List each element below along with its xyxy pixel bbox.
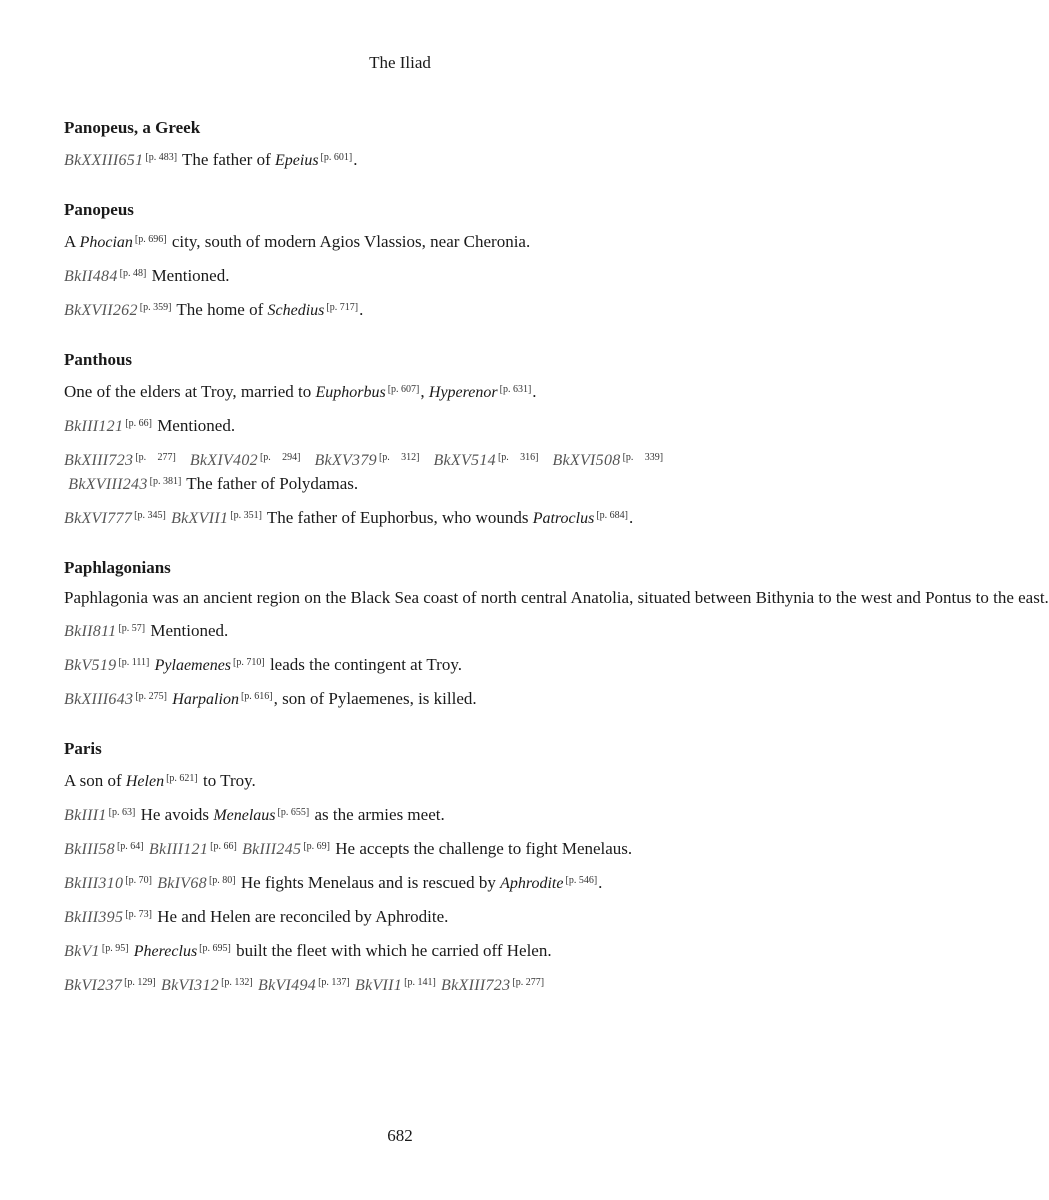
- page-reference-link[interactable]: [p. 141]: [404, 977, 436, 988]
- page-reference-link[interactable]: [p. 710]: [233, 657, 265, 668]
- entry-paragraph: [64, 587, 1049, 608]
- glossary-content: [64, 118, 1049, 1025]
- entry-paragraph: [64, 379, 664, 403]
- page-reference-link[interactable]: [p. 345]: [134, 510, 166, 521]
- entry-title: Panopeus: [64, 200, 134, 219]
- page-reference-link[interactable]: [p. 546]: [565, 875, 598, 886]
- page-reference-link[interactable]: [p. 655]: [277, 807, 310, 818]
- book-reference-link[interactable]: BkXVII1: [171, 510, 229, 527]
- glossary-name-link[interactable]: Epeius: [275, 152, 319, 169]
- book-reference-link[interactable]: BkIII121: [148, 841, 209, 858]
- entry-text: Mentioned.: [147, 266, 230, 285]
- page-reference-link[interactable]: [p. 684]: [596, 510, 628, 521]
- entry-text: .: [532, 382, 537, 401]
- entry-paragraph: [64, 263, 664, 287]
- entry-text: He accepts the challenge to fight Menelaus.: [331, 839, 633, 858]
- entry-paragraph: [64, 652, 664, 676]
- page-reference-link[interactable]: [p. 64]: [116, 841, 144, 852]
- glossary-name-link[interactable]: Hyperenor: [428, 384, 498, 401]
- book-reference-link[interactable]: BkVI312: [161, 977, 220, 994]
- page-reference-link[interactable]: [p. 695]: [199, 943, 231, 954]
- page-reference-link[interactable]: [p. 381]: [149, 476, 182, 487]
- entry-paragraph: [64, 686, 664, 710]
- entry-text: Mentioned.: [146, 621, 229, 640]
- page-reference-link[interactable]: [p. 696]: [134, 234, 167, 245]
- entry-text: The home of: [172, 300, 268, 319]
- page-reference-link[interactable]: [p. 57]: [118, 623, 146, 634]
- entry-paragraph: [64, 229, 664, 253]
- book-reference-link[interactable]: BkV519: [64, 657, 117, 674]
- entry-text: He and Helen are reconciled by Aphrodite.: [152, 907, 449, 926]
- glossary-name-link[interactable]: Aphrodite: [500, 875, 564, 892]
- page-reference-link[interactable]: [p. 69]: [303, 841, 331, 852]
- entry-paragraph: [64, 802, 664, 826]
- entry-paragraph: [64, 972, 664, 996]
- book-reference-link[interactable]: BkXXIII651: [64, 152, 144, 169]
- entry-paragraph: [64, 938, 664, 962]
- entry-text: The father of: [178, 150, 275, 169]
- entry-paragraph: [64, 297, 664, 321]
- page-reference-link[interactable]: [p. 339]: [622, 452, 664, 463]
- entry-text: leads the contingent at Troy.: [265, 655, 462, 674]
- entry-text: .: [629, 508, 634, 527]
- page-reference-link[interactable]: [p. 316]: [497, 452, 539, 463]
- book-reference-link[interactable]: BkXVII262: [64, 302, 138, 319]
- page-reference-link[interactable]: [p. 48]: [119, 268, 147, 279]
- entry-text: Mentioned.: [152, 416, 236, 435]
- entry-paragraph: [64, 904, 664, 928]
- page-reference-link[interactable]: [p. 607]: [387, 384, 420, 395]
- running-title: The Iliad: [369, 53, 431, 72]
- entry-text: [177, 450, 190, 469]
- entry-paragraph: [64, 447, 664, 495]
- book-reference-link[interactable]: BkIII395: [64, 909, 124, 926]
- page-reference-link[interactable]: [p. 631]: [499, 384, 532, 395]
- book-reference-link[interactable]: BkXVI508: [552, 452, 621, 469]
- glossary-name-link[interactable]: Harpalion: [172, 691, 239, 708]
- page-reference-link[interactable]: [p. 616]: [240, 691, 273, 702]
- page-reference-link[interactable]: [p. 132]: [221, 977, 253, 988]
- entry-paragraph: [64, 413, 664, 437]
- glossary-name-link[interactable]: Patroclus: [532, 510, 595, 527]
- book-reference-link[interactable]: BkV1: [64, 943, 100, 960]
- entry-text: .: [598, 873, 603, 892]
- entry-text: built the fleet with which he carried off Helen.: [231, 941, 552, 960]
- entry-text: He avoids: [136, 805, 214, 824]
- page-reference-link[interactable]: [p. 66]: [210, 841, 237, 852]
- glossary-name-link[interactable]: Phocian: [79, 234, 133, 251]
- glossary-entry: [64, 558, 1049, 710]
- entry-paragraph: [64, 870, 664, 894]
- entry-text: to Troy.: [198, 771, 256, 790]
- entry-text: One of the elders at Troy, married to: [64, 382, 316, 401]
- book-reference-link[interactable]: BkVI494: [258, 977, 317, 994]
- book-reference-link[interactable]: BkXVIII243: [68, 476, 148, 493]
- book-reference-link[interactable]: BkXIV402: [189, 452, 258, 469]
- page-reference-link[interactable]: [p. 312]: [378, 452, 420, 463]
- glossary-name-link[interactable]: Helen: [125, 773, 165, 790]
- book-reference-link[interactable]: BkIII121: [64, 418, 124, 435]
- page-reference-link[interactable]: [p. 277]: [512, 977, 545, 988]
- book-reference-link[interactable]: BkIII1: [64, 807, 107, 824]
- book-reference-link[interactable]: BkXV514: [433, 452, 496, 469]
- entry-text: A: [64, 232, 80, 251]
- page-reference-link[interactable]: [p. 70]: [125, 875, 152, 886]
- page-reference-link[interactable]: [p. 111]: [118, 657, 150, 668]
- book-reference-link[interactable]: BkXVI777: [64, 510, 133, 527]
- book-reference-link[interactable]: BkXIII723: [441, 977, 511, 994]
- page-reference-link[interactable]: [p. 73]: [125, 909, 152, 920]
- glossary-entry: [64, 118, 664, 171]
- entry-text: [301, 450, 314, 469]
- book-reference-link[interactable]: BkII811: [64, 623, 117, 640]
- entry-title: Paris: [64, 739, 102, 758]
- glossary-name-link[interactable]: Schedius: [267, 302, 325, 319]
- page-reference-link[interactable]: [p. 277]: [135, 452, 176, 463]
- book-reference-link[interactable]: BkXIII643: [64, 691, 134, 708]
- page-reference-link[interactable]: [p. 137]: [318, 977, 350, 988]
- book-reference-link[interactable]: BkIII245: [242, 841, 302, 858]
- page-number: 682: [387, 1126, 413, 1145]
- glossary-name-link[interactable]: Phereclus: [133, 943, 198, 960]
- entry-text: as the armies meet.: [310, 805, 445, 824]
- page-reference-link[interactable]: [p. 351]: [230, 510, 262, 521]
- book-reference-link[interactable]: BkVI237: [64, 977, 123, 994]
- entry-title: Panthous: [64, 350, 133, 369]
- book-reference-link[interactable]: BkXV379: [314, 452, 377, 469]
- entry-title: Panopeus, a Greek: [64, 118, 201, 137]
- entry-text: ,: [420, 382, 429, 401]
- page-reference-link[interactable]: [p. 275]: [135, 691, 168, 702]
- page-reference-link[interactable]: [p. 95]: [101, 943, 129, 954]
- glossary-entry: [64, 350, 664, 529]
- entry-text: [539, 450, 552, 469]
- entry-paragraph: [64, 836, 664, 860]
- entry-paragraph: [64, 618, 664, 642]
- entry-paragraph: [64, 768, 664, 792]
- page-reference-link[interactable]: [p. 80]: [208, 875, 236, 886]
- page-reference-link[interactable]: [p. 621]: [166, 773, 198, 784]
- glossary-name-link[interactable]: Menelaus: [213, 807, 276, 824]
- book-reference-link[interactable]: BkII484: [64, 268, 118, 285]
- entry-title: Paphlagonians: [64, 558, 171, 577]
- glossary-name-link[interactable]: Pylaemenes: [154, 657, 232, 674]
- entry-paragraph: [64, 147, 664, 171]
- glossary-entry: [64, 200, 664, 321]
- page-reference-link[interactable]: [p. 66]: [125, 418, 152, 429]
- entry-text: , son of Pylaemenes, is killed.: [273, 689, 477, 708]
- glossary-entry: [64, 739, 664, 996]
- glossary-name-link[interactable]: Euphorbus: [315, 384, 386, 401]
- page-reference-link[interactable]: [p. 63]: [108, 807, 136, 818]
- entry-text: A son of: [64, 771, 126, 790]
- page-reference-link[interactable]: [p. 129]: [124, 977, 156, 988]
- entry-text: The father of Polydamas.: [182, 474, 359, 493]
- entry-text: city, south of modern Agios Vlassios, near Cheronia.: [167, 232, 531, 251]
- book-reference-link[interactable]: BkIII58: [64, 841, 115, 858]
- book-reference-link[interactable]: BkIII310: [64, 875, 124, 892]
- page-reference-link[interactable]: [p. 717]: [326, 302, 359, 313]
- book-reference-link[interactable]: BkXIII723: [64, 452, 134, 469]
- page-reference-link[interactable]: [p. 483]: [145, 152, 178, 163]
- book-reference-link[interactable]: BkIV68: [157, 875, 207, 892]
- entry-paragraph: [64, 505, 664, 529]
- book-reference-link[interactable]: BkVII1: [355, 977, 403, 994]
- page-reference-link[interactable]: [p. 359]: [139, 302, 172, 313]
- entry-text: He fights Menelaus and is rescued by: [236, 873, 501, 892]
- page-reference-link[interactable]: [p. 601]: [320, 152, 353, 163]
- entry-text: Paphlagonia was an ancient region on the Black Sea coast of north central Anatolia, situated between Bithynia to the west and Pontus to the east.: [64, 588, 1049, 607]
- entry-text: [420, 450, 433, 469]
- entry-text: The father of Euphorbus, who wounds: [262, 508, 533, 527]
- page-reference-link[interactable]: [p. 294]: [259, 452, 301, 463]
- entry-text: .: [353, 150, 358, 169]
- entry-text: .: [359, 300, 364, 319]
